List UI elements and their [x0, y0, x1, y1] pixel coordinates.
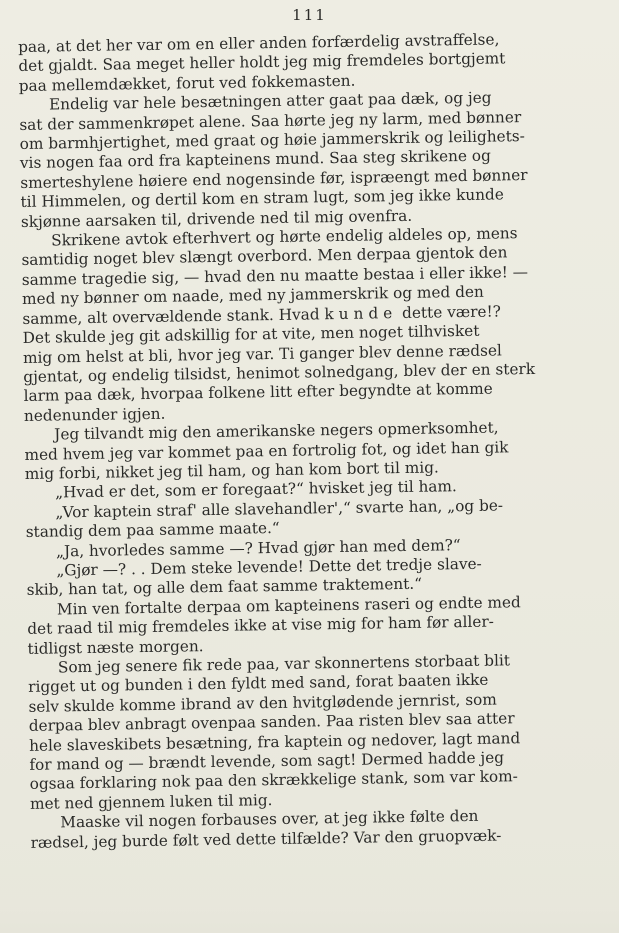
text-line: skib, han tat, og alle dem faat samme traktement.“ — [26, 575, 423, 600]
emphasized-word: kunde — [324, 303, 398, 323]
text-line: det raad til mig fremdeles ikke at vise mig for ham før aller- — [27, 612, 495, 639]
text-line: selv skulde komme ibrand av den hvitglødende jernrist, som — [28, 690, 497, 716]
text-line: standig dem paa samme maate.“ — [25, 519, 280, 542]
text-line: med hvem jeg var kommet paa en fortrolig fot, og idet han gik — [24, 437, 509, 464]
text-line: met ned gjennem luken til mig. — [29, 790, 273, 813]
text-line: vis nogen faa ord fra kapteinens mund. Saa steg skrikene og — [19, 147, 491, 173]
text-line: det gjaldt. Saa meget heller holdt jeg mig fremdeles bortgjemt — [18, 49, 506, 76]
text-line: Som jeg senere fik rede paa, var skonnertens storbaat blit — [57, 651, 511, 677]
text-line: derpaa blev anbragt ovenpaa sanden. Paa risten blev saa atter — [28, 709, 515, 736]
text-line: ogsaa forklaring nok paa den skrækkelige stank, som var kom- — [29, 767, 518, 794]
text-line: til Himmelen, og dertil kom en stram lugt, som jeg ikke kunde — [20, 185, 504, 212]
page-bottom-margin — [0, 903, 619, 933]
text-line: mig forbi, nikket jeg til ham, og han kom bort til mig. — [24, 458, 439, 483]
text-line: for mand og — brændt levende, som sagt! Dermed hadde jeg — [29, 748, 505, 774]
text-line: med ny bønner om naade, med ny jammerskrik og med den — [21, 282, 484, 309]
text-line: „Gjør —? . . Dem steke levende! Dette det tredje slave- — [56, 554, 482, 580]
text-line: „Hvad er det, som er foregaat?“ hvisket jeg til ham. — [55, 477, 457, 502]
text-line: sat der sammenkrøpet alene. Saa hørte jeg ny larm, med bønner — [19, 107, 522, 134]
text-line: skjønne aarsaken til, drivende ned til mig ovenfra. — [20, 206, 413, 231]
text-line: rædsel, jeg burde følt ved dette tilfælde? Var den gruopvæk- — [30, 826, 502, 852]
text-line: rigget ut og bunden i den fyldt med sand, forat baaten ikke — [28, 671, 489, 697]
text-line: Jeg tilvandt mig den amerikanske negers opmerksomhet, — [54, 418, 499, 444]
text-line: paa, at det her var om en eller anden forfærdelig avstraffelse, — [18, 30, 500, 56]
text-line: om barmhjertighet, med graat og høie jammerskrik og leilighets- — [19, 127, 525, 154]
text-line: Det skulde jeg git adskillig for at vite, men noget tilhvisket — [22, 321, 480, 348]
text-line: gjentat, og endelig tilsidst, henimot solnedgang, blev der en sterk — [23, 359, 536, 386]
text-line: „Vor kaptein straf' alle slavehandler',“ svarte han, „og be- — [55, 496, 504, 522]
text-line: Endelig var hele besætningen atter gaat paa dæk, og jeg — [48, 88, 492, 114]
body-text — [18, 30, 551, 853]
text-line: samme tragedie sig, — hvad den nu maatte bestaa i eller ikke! — — [21, 262, 529, 289]
text-line: samtidig noget blev slængt overbord. Men derpaa gjentok den — [21, 243, 508, 270]
text-line: Min ven fortalte derpaa om kapteinens raseri og endte med — [56, 592, 521, 619]
page-number: 111 — [292, 6, 327, 24]
text-line: Skrikene avtok efterhvert og hørte endelig aldeles op, mens — [51, 224, 518, 250]
text-line: larm paa dæk, hvorpaa folkene litt efter begyndte at komme — [23, 379, 493, 406]
text-line: samme, alt overvældende stank. Hvad kunde dette være!? — [22, 302, 502, 328]
text-line: tidligst næste morgen. — [27, 636, 204, 658]
text-line: smerteshylene høiere end nogensinde før, ispræengt med bønner — [20, 165, 528, 192]
text-line: hele slaveskibets besætning, fra kaptein og nedover, lagt mand — [28, 728, 521, 755]
text-line: Maaske vil nogen forbauses over, at jeg ikke følte den — [60, 807, 479, 832]
text-line: „Ja, hvorledes samme —? Hvad gjør han med dem?“ — [55, 535, 461, 561]
text-line: mig om helst at bli, hvor jeg var. Ti ganger blev denne rædsel — [22, 340, 502, 367]
text-line: nedenunder igjen. — [23, 404, 166, 425]
text-line: paa mellemdækket, forut ved fokkemasten. — [18, 71, 356, 95]
